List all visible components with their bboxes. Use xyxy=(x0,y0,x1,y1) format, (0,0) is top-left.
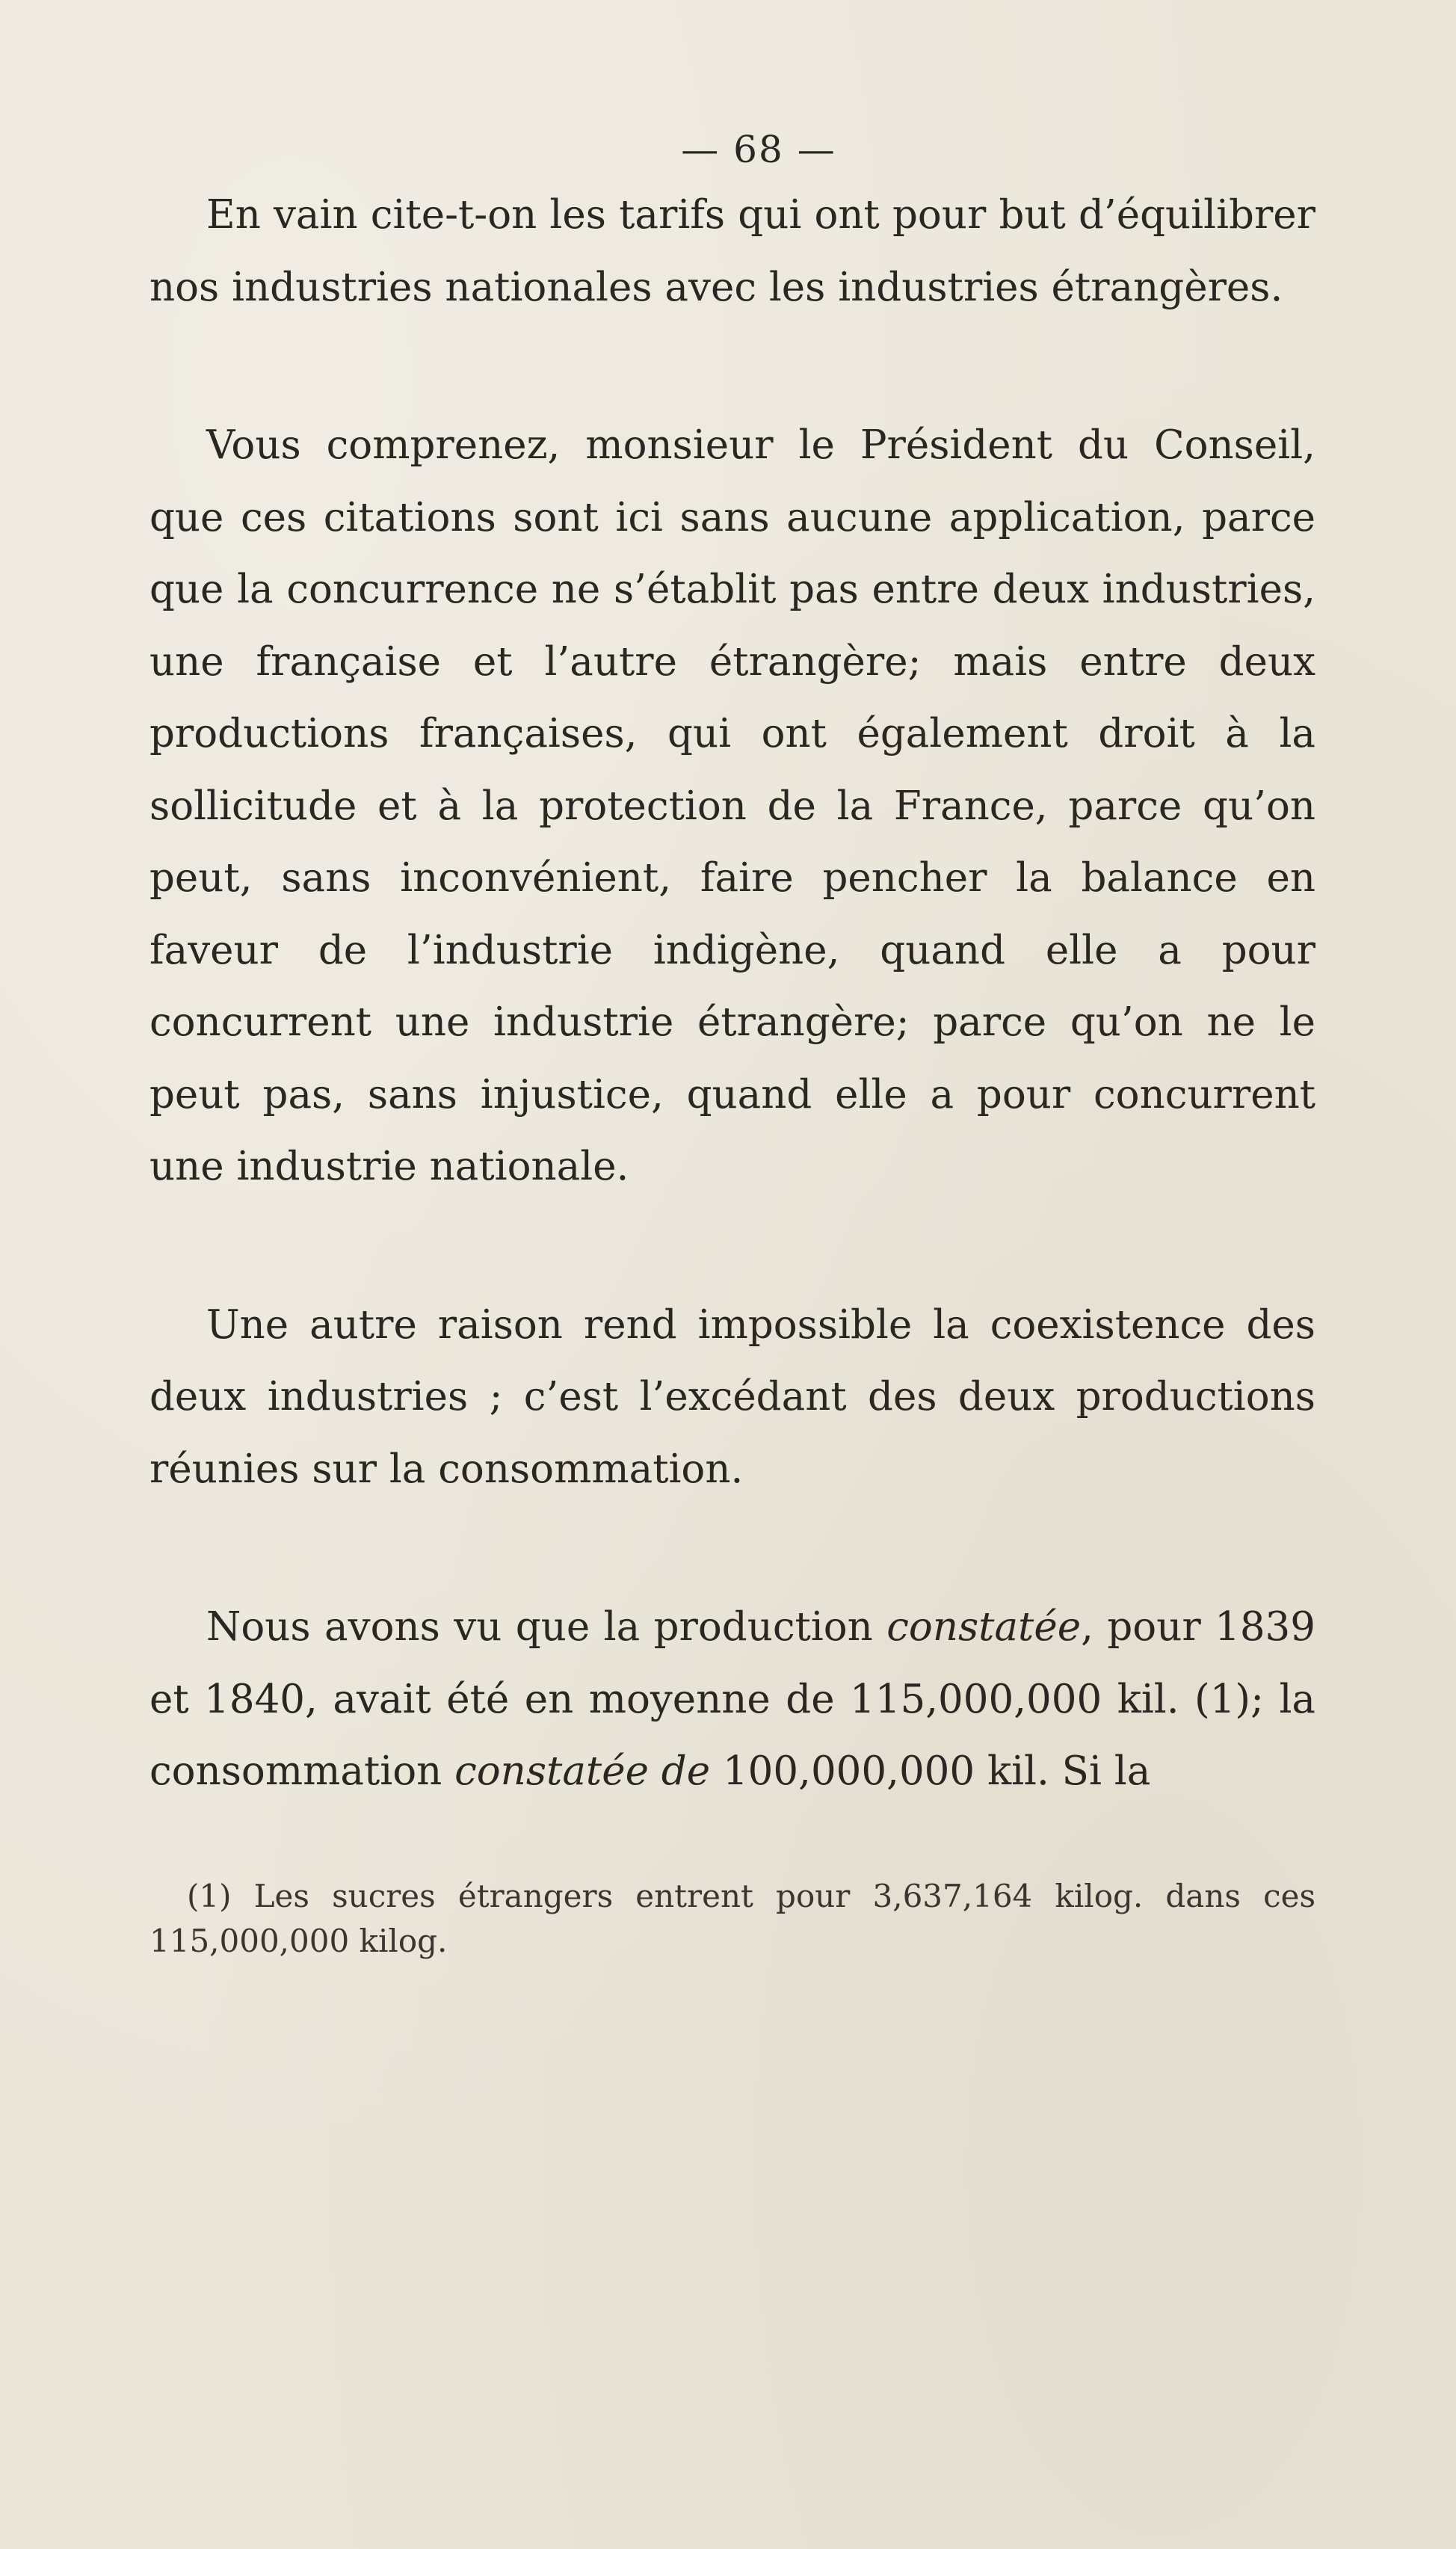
book-page xyxy=(149,127,1315,1964)
italic-run: constatée de xyxy=(454,1748,711,1794)
paragraph-production xyxy=(149,1591,1315,1808)
paragraph-gap xyxy=(149,1505,1315,1591)
paragraph-coexistence: Une autre raison rend impossible la coexistence des deux industries ; c’est l’excédant des deux productions réunies sur la consommation. xyxy=(149,1301,1315,1492)
text-run: , pour 1839 et 1840, avait été en moyenne de 115,000,000 kil. (1); la consommation xyxy=(149,1604,1315,1794)
text-run: Nous avons vu que la production xyxy=(206,1604,887,1650)
paragraph-gap xyxy=(149,324,1315,410)
paragraph-gap xyxy=(149,1203,1315,1289)
paragraph-tarifs: En vain cite-t-on les tarifs qui ont pour but d’équilibrer nos industries nationales avec les industries étrangères. xyxy=(149,192,1315,310)
footnote-1: (1) Les sucres étrangers entrent pour 3,637,164 kilog. dans ces 115,000,000 kilog. xyxy=(149,1877,1315,1959)
italic-run: constatée xyxy=(886,1604,1082,1650)
footnotes xyxy=(149,1874,1315,1964)
paragraph-concurrence: Vous comprenez, monsieur le Président du Conseil, que ces citations sont ici sans aucune application, parce que la concurrence ne s’établit pas entre deux industries, une française et l’autre étrangère; mais entre deux productions françaises, qui ont également droit à la sollicitude et à la protection de la France, parce qu’on peut, sans inconvénient, faire pencher la balance en faveur de l’industrie indigène, quand elle a pour concurrent une industrie étrangère; parce qu’on ne le peut pas, sans injustice, quand elle a pour concurrent une industrie nationale. xyxy=(149,422,1315,1189)
page-number: — 68 — xyxy=(681,128,836,171)
text-run: 100,000,000 kil. Si la xyxy=(710,1748,1151,1794)
